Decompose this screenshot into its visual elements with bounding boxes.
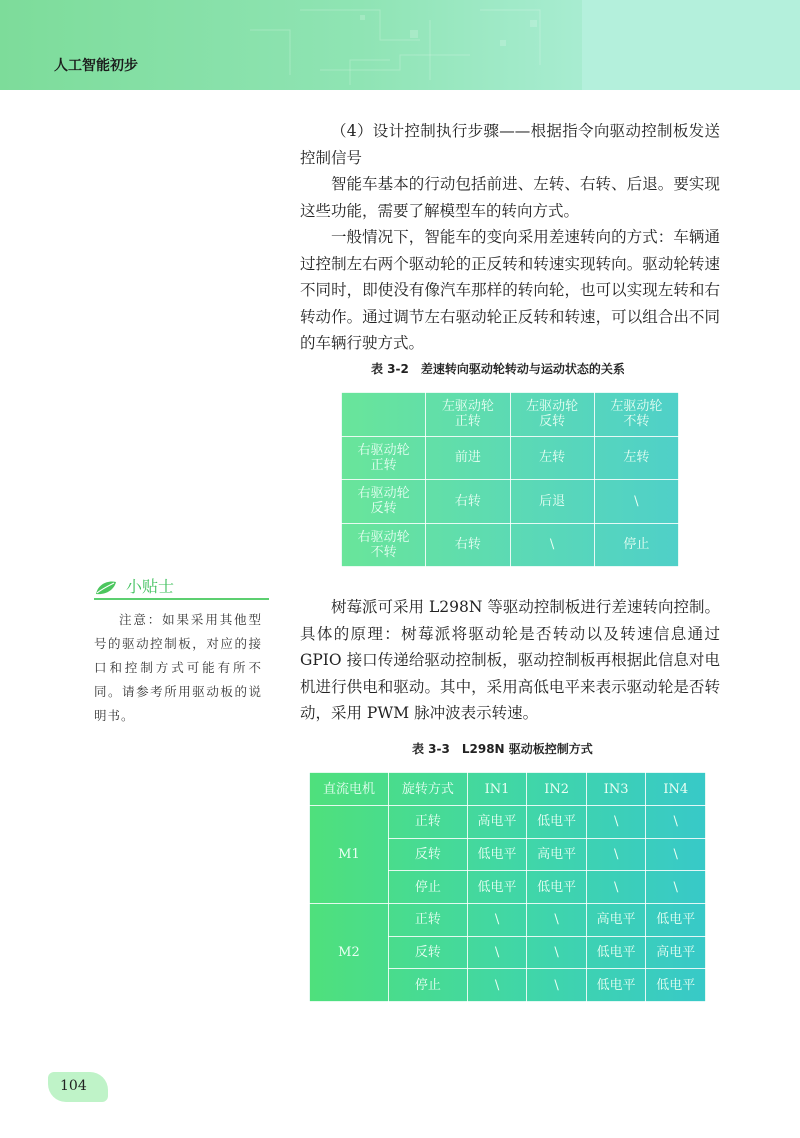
header-label: 左驱动轮 不转 [610,399,663,430]
table-cell: \ [467,969,527,1002]
table-cell: \ [527,903,587,936]
table-cell: 低电平 [586,936,646,969]
tip-text: 注意：如果采用其他型号的驱动控制板，对应的接口和控制方式可能有所不同。请参考所用驱动板的说明书。 [94,612,262,723]
table-cell: 左转 [510,436,594,480]
motor-cell: M2 [310,903,389,1001]
table-cell: \ [510,523,594,567]
table-cell: \ [527,969,587,1002]
paragraph: 一般情况下，智能车的变向采用差速转向的方式：车辆通过控制左右两个驱动轮的正反转和转速实现转向。驱动轮转速不同时，即使没有像汽车那样的转向轮，也可以实现左转和右转动作。通过调节左右驱动轮正反转和转速，可以组合出不同的车辆行驶方式。 [300,228,720,352]
table1-row-header [342,523,426,567]
body-section-1 [300,118,720,357]
table-cell: 左转 [594,436,678,480]
table-cell: 低电平 [586,969,646,1002]
tip-box [94,608,262,728]
table-cell: 低电平 [646,903,706,936]
row-label: 右驱动轮 反转 [357,486,410,517]
table-l298n-control [309,772,706,1002]
table-drive-wheel-motion [341,392,679,567]
table-cell: \ [467,903,527,936]
paragraph: 树莓派可采用 L298N 等驱动控制板进行差速转向控制。具体的原理：树莓派将驱动轮是否转动以及转速信息通过 GPIO 接口传递给驱动控制板，驱动控制板再根据此信息对电机进行供电和驱动。其中，采用高低电平来表示驱动轮是否转动，采用 PWM 脉冲波表示转速。 [300,598,720,722]
table-cell: 前进 [426,436,510,480]
table-cell: \ [586,871,646,904]
table1-header-cell [342,393,426,437]
header-label: 左驱动轮 反转 [526,399,579,430]
table1-row-header [342,480,426,524]
table-cell: 高电平 [527,838,587,871]
motor-cell: M1 [310,806,389,904]
table-cell: 右转 [426,523,510,567]
table2-header-cell: IN1 [467,773,527,806]
paragraph: 智能车基本的行动包括前进、左转、右转、后退。要实现这些功能，需要了解模型车的转向方式。 [300,175,720,220]
table-cell: 反转 [388,838,467,871]
table-cell: \ [467,936,527,969]
table-cell: \ [646,806,706,839]
row-label: 右驱动轮 正转 [357,442,410,473]
table-cell: 低电平 [467,838,527,871]
header-tab-block [582,0,800,90]
table-cell: 正转 [388,903,467,936]
body-section-2 [300,594,720,727]
table-cell: 高电平 [646,936,706,969]
leaf-icon [94,580,118,596]
table-cell: 低电平 [467,871,527,904]
table-cell: 后退 [510,480,594,524]
tip-divider [94,598,269,600]
table-cell: \ [646,838,706,871]
row-label: 右驱动轮 不转 [357,529,410,560]
table-cell: 高电平 [467,806,527,839]
table1-header-cell [426,393,510,437]
table1-header-cell [510,393,594,437]
table-cell: 停止 [594,523,678,567]
table-cell: \ [594,480,678,524]
table2-caption: 表 3-3 L298N 驱动板控制方式 [412,742,593,756]
page-number: 104 [60,1078,87,1094]
table-cell: 低电平 [646,969,706,1002]
table-cell: 低电平 [527,806,587,839]
table-cell: 正转 [388,806,467,839]
table-cell: 反转 [388,936,467,969]
table2-header-cell: 直流电机 [310,773,389,806]
table1-caption: 表 3-2 差速转向驱动轮转动与运动状态的关系 [371,362,625,376]
table2-header-cell: IN2 [527,773,587,806]
table-cell: 停止 [388,871,467,904]
table-cell: \ [586,806,646,839]
table-cell: \ [646,871,706,904]
page-header-band [0,0,800,90]
header-label: 左驱动轮 正转 [441,399,494,430]
table2-header-cell: 旋转方式 [388,773,467,806]
table-cell: \ [527,936,587,969]
table1-header-cell [594,393,678,437]
table1-row-header [342,436,426,480]
table-cell: 高电平 [586,903,646,936]
tip-title: 小贴士 [126,577,175,596]
table-cell: \ [586,838,646,871]
header-title: 人工智能初步 [54,58,138,74]
table-cell: 停止 [388,969,467,1002]
table-cell: 右转 [426,480,510,524]
paragraph: （4）设计控制执行步骤——根据指令向驱动控制板发送控制信号 [300,122,720,167]
table-cell: 低电平 [527,871,587,904]
table2-header-cell: IN4 [646,773,706,806]
table2-header-cell: IN3 [586,773,646,806]
